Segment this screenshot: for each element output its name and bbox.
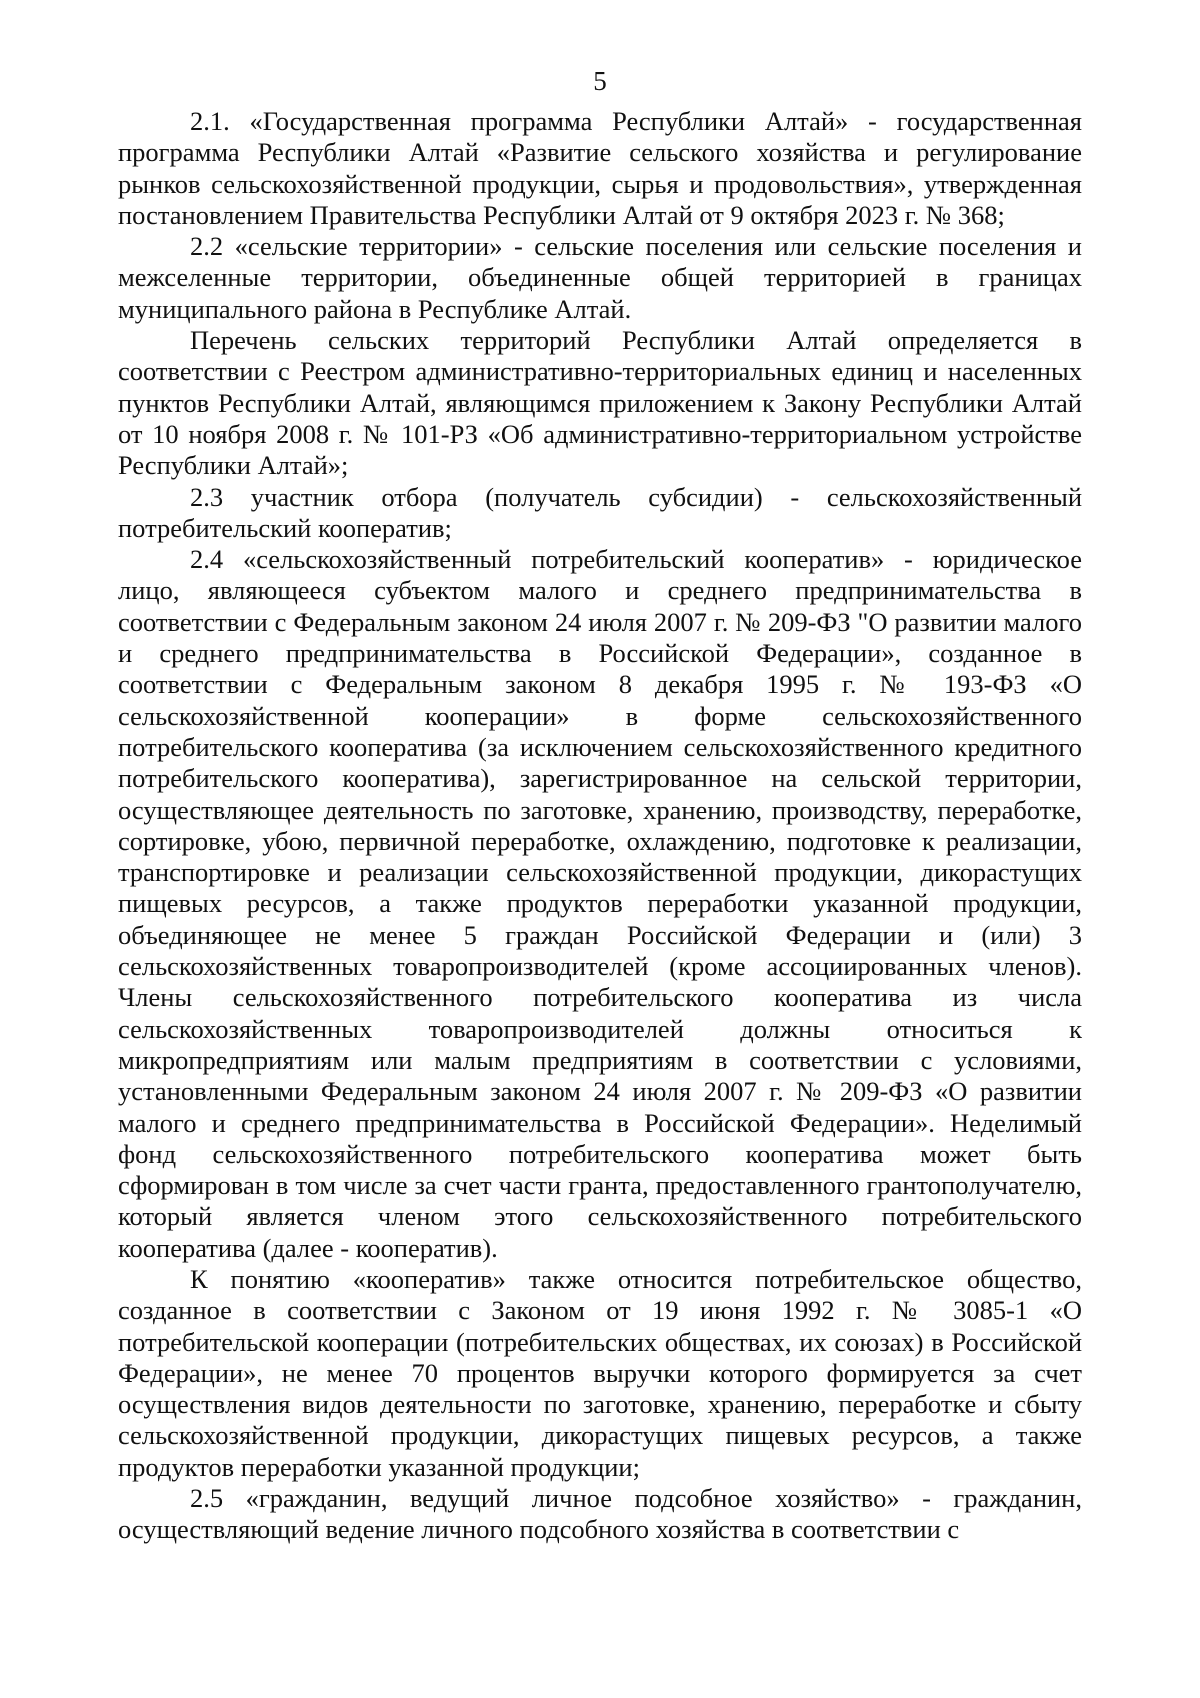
paragraph-cooperative-concept: К понятию «кооператив» также относится потребительское общество, созданное в соответствии с Законом от 19 июня 1992 г. № 3085-1 «О потребительской кооперации (потребительских обществах, их союзах) в Российской Федерации», не менее 70 процентов выручки которого формируется за счет осуществления видов деятельности по заготовке, хранению, переработке и сбыту сельскохозяйственной продукции, дикорастущих пищевых ресурсов, а также продуктов переработки указанной продукции;: [118, 1263, 1082, 1482]
page-number: 5: [593, 66, 607, 96]
paragraph-2-5: 2.5 «гражданин, ведущий личное подсобное хозяйство» - гражданин, осуществляющий ведение личного подсобного хозяйства в соответствии с: [118, 1483, 1082, 1545]
paragraph-rural-territories-list: Перечень сельских территорий Республики Алтай определяется в соответствии с Реестром административно-территориальных единиц и населенных пунктов Республики Алтай, являющимся приложением к Закону Республики Алтай от 10 ноября 2008 г. № 101-РЗ «Об административно-территориальном устройстве Республики Алтай»;: [118, 325, 1082, 481]
paragraph-2-2: 2.2 «сельские территории» - сельские поселения или сельские поселения и межселенные территории, объединенные общей территорией в границах муниципального района в Республике Алтай.: [118, 231, 1082, 324]
paragraph-2-3: 2.3 участник отбора (получатель субсидии) - сельскохозяйственный потребительский кооператив;: [118, 481, 1082, 543]
paragraph-2-1: 2.1. «Государственная программа Республики Алтай» - государственная программа Республики Алтай «Развитие сельского хозяйства и регулирование рынков сельскохозяйственной продукции, сырья и продовольствия», утвержденная постановлением Правительства Республики Алтай от 9 октября 2023 г. № 368;: [118, 106, 1082, 230]
paragraph-2-4: 2.4 «сельскохозяйственный потребительский кооператив» - юридическое лицо, являющееся субъектом малого и среднего предпринимательства в соответствии с Федеральным законом 24 июля 2007 г. № 209-ФЗ "О развитии малого и среднего предпринимательства в Российской Федерации», созданное в соответствии с Федеральным законом 8 декабря 1995 г. № 193-ФЗ «О сельскохозяйственной кооперации» в форме сельскохозяйственного потребительского кооператива (за исключением сельскохозяйственного кредитного потребительского кооператива), зарегистрированное на сельской территории, осуществляющее деятельность по заготовке, хранению, производству, переработке, сортировке, убою, первичной переработке, охлаждению, подготовке к реализации, транспортировке и реализации сельскохозяйственной продукции, дикорастущих пищевых ресурсов, а также продуктов переработки указанной продукции, объединяющее не менее 5 граждан Российской Федерации и (или) 3 сельскохозяйственных товаропроизводителей (кроме ассоциированных членов). Члены сельскохозяйственного потребительского кооператива из числа сельскохозяйственных товаропроизводителей должны относиться к микропредприятиям или малым предприятиям в соответствии с условиями, установленными Федеральным законом 24 июля 2007 г. № 209-ФЗ «О развитии малого и среднего предпринимательства в Российской Федерации». Неделимый фонд сельскохозяйственного потребительского кооператива может быть сформирован в том числе за счет части гранта, предоставленного грантополучателю, который является членом этого сельскохозяйственного потребительского кооператива (далее - кооператив).: [118, 544, 1082, 1263]
document-body: [118, 106, 1082, 1546]
